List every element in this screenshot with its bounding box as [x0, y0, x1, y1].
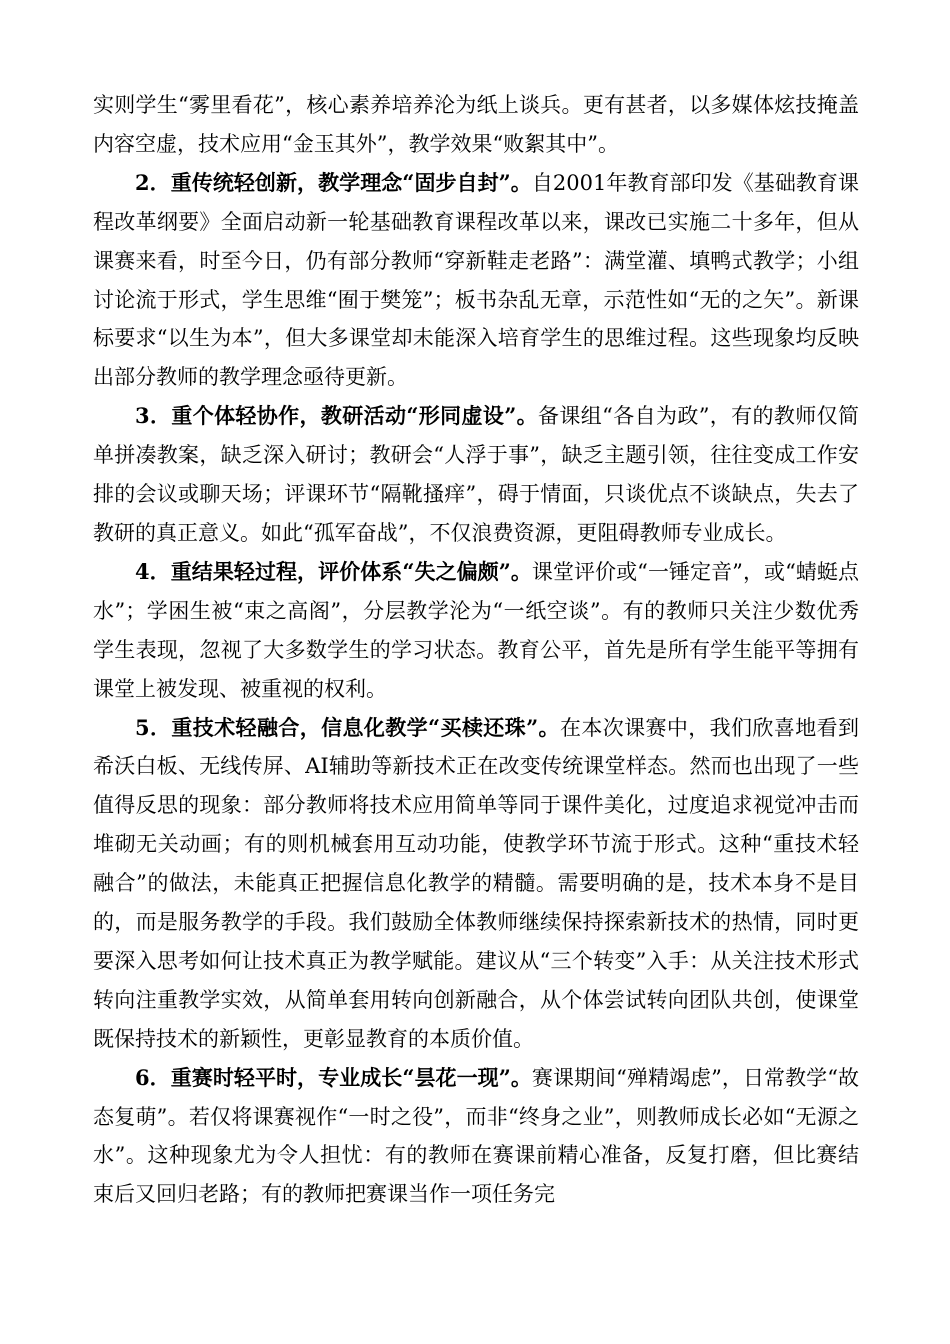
paragraph-heading: 2．重传统轻创新，教学理念“固步自封”。 — [135, 169, 532, 195]
paragraph-body: 赛课期间“殚精竭虑”，日常教学“故态复萌”。若仅将课赛视作“一时之役”，而非“终身之业”，则教师成长必如“无源之水”。这种现象尤为令人担忧：有的教师在赛课前精心准备，反复打磨，但比赛结束后又回归老路；有的教师把赛课当作一项任务完 — [93, 1065, 859, 1207]
paragraph-heading: 6．重赛时轻平时，专业成长“昙花一现”。 — [135, 1064, 532, 1090]
paragraph-point-4 — [93, 553, 859, 709]
paragraph-heading: 4．重结果轻过程，评价体系“失之偏颇”。 — [135, 558, 532, 584]
paragraph-intro — [93, 86, 859, 164]
document-page — [93, 86, 859, 1214]
paragraph-heading: 5．重技术轻融合，信息化教学“买椟还珠”。 — [135, 714, 560, 740]
paragraph-heading: 3．重个体轻协作，教研活动“形同虚设”。 — [135, 403, 539, 429]
paragraph-point-6 — [93, 1059, 859, 1215]
paragraph-body: 在本次课赛中，我们欣喜地看到希沃白板、无线传屏、AI辅助等新技术正在改变传统课堂样态。然而也出现了一些值得反思的现象：部分教师将技术应用简单等同于课件美化，过度追求视觉冲击而堆砌无关动画；有的则机械套用互动功能，使教学环节流于形式。这种“重技术轻融合”的做法，未能真正把握信息化教学的精髓。需要明确的是，技术本身不是目的，而是服务教学的手段。我们鼓励全体教师继续保持探索新技术的热情，同时更要深入思考如何让技术真正为教学赋能。建议从“三个转变”入手：从关注技术形式转向注重教学实效，从简单套用转向创新融合，从个体尝试转向团队共创，使课堂既保持技术的新颖性，更彰显教育的本质价值。 — [93, 715, 859, 1051]
paragraph-point-5 — [93, 709, 859, 1059]
paragraph-body: 自2001年教育部印发《基础教育课程改革纲要》全面启动新一轮基础教育课程改革以来，课改已实施二十多年，但从课赛来看，时至今日，仍有部分教师“穿新鞋走老路”：满堂灌、填鸭式教学；小组讨论流于形式，学生思维“囿于樊笼”；板书杂乱无章，示范性如“无的之矢”。新课标要求“以生为本”，但大多课堂却未能深入培育学生的思维过程。这些现象均反映出部分教师的教学理念亟待更新。 — [93, 170, 859, 390]
paragraph-body: 实则学生“雾里看花”，核心素养培养沦为纸上谈兵。更有甚者，以多媒体炫技掩盖内容空虚，技术应用“金玉其外”，教学效果“败絮其中”。 — [93, 93, 859, 156]
paragraph-body: 课堂评价或“一锤定音”，或“蜻蜓点水”；学困生被“束之高阁”，分层教学沦为“一纸空谈”。有的教师只关注少数优秀学生表现，忽视了大多数学生的学习状态。教育公平，首先是所有学生能平等拥有课堂上被发现、被重视的权利。 — [93, 559, 859, 701]
paragraph-point-2 — [93, 164, 859, 397]
paragraph-body: 备课组“各自为政”，有的教师仅简单拼凑教案，缺乏深入研讨；教研会“人浮于事”，缺乏主题引领，往往变成工作安排的会议或聊天场；评课环节“隔靴搔痒”，碍于情面，只谈优点不谈缺点，失去了教研的真正意义。如此“孤军奋战”，不仅浪费资源，更阻碍教师专业成长。 — [93, 404, 859, 545]
paragraph-point-3 — [93, 397, 859, 553]
